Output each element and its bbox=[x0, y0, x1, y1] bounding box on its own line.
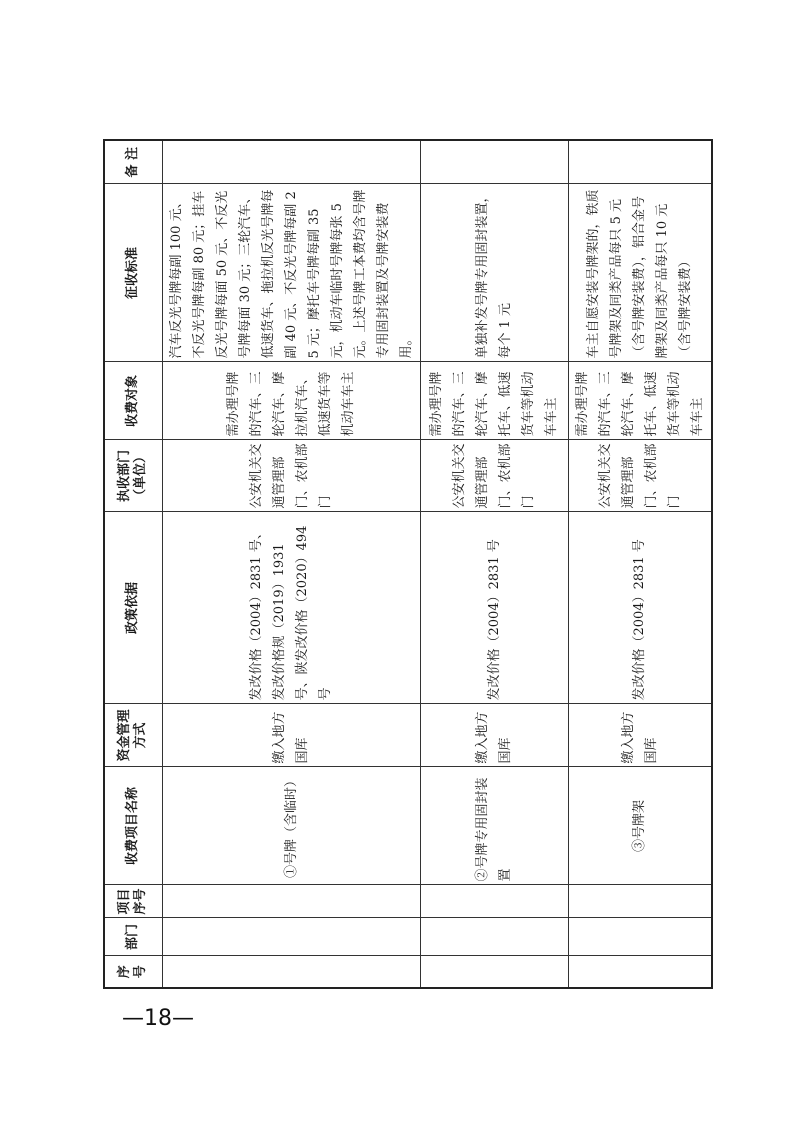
cell-remark bbox=[420, 140, 568, 184]
header-item-name: 收费项目名称 bbox=[104, 767, 162, 885]
table-header-row bbox=[104, 140, 162, 988]
cell-item-seq bbox=[420, 885, 568, 918]
cell-standard: 车主自愿安装号牌架的，铁质号牌架及同类产品每只 5 元（含号牌安装费），铝合金号牌架及同类产品每只 10 元（含号牌安装费） bbox=[568, 184, 712, 362]
cell-seq bbox=[162, 956, 420, 988]
header-fund-mgmt: 资金管理方式 bbox=[104, 704, 162, 767]
header-policy: 政策依据 bbox=[104, 512, 162, 704]
cell-target: 需办理号牌的汽车、三轮汽车、摩托车、低速货车等机动车车主 bbox=[420, 362, 568, 440]
cell-fund-mgmt: 缴入地方国库 bbox=[162, 704, 420, 767]
cell-target: 需办理号牌的汽车、三轮汽车、摩托车、低速货车等机动车车主 bbox=[568, 362, 712, 440]
table-row bbox=[162, 140, 420, 988]
table-row bbox=[568, 140, 712, 988]
header-seq: 序号 bbox=[104, 956, 162, 988]
cell-item-seq bbox=[162, 885, 420, 918]
cell-item-name: ②号牌专用固封装置 bbox=[420, 767, 568, 885]
cell-fund-mgmt: 缴入地方国库 bbox=[420, 704, 568, 767]
table-row bbox=[420, 140, 568, 988]
header-exec-dept: 执收部门（单位） bbox=[104, 440, 162, 512]
cell-item-seq bbox=[568, 885, 712, 918]
cell-exec-dept: 公安机关交通管理部门、农机部门 bbox=[420, 440, 568, 512]
cell-dept bbox=[162, 918, 420, 956]
cell-remark bbox=[162, 140, 420, 184]
cell-fund-mgmt: 缴入地方国库 bbox=[568, 704, 712, 767]
page-number: —18— bbox=[122, 1006, 194, 1031]
cell-policy: 发改价格（2004）2831 号 bbox=[420, 512, 568, 704]
cell-standard: 单独补发号牌专用固封装置，每个 1 元 bbox=[420, 184, 568, 362]
header-item-seq: 项目序号 bbox=[104, 885, 162, 918]
header-target: 收费对象 bbox=[104, 362, 162, 440]
cell-exec-dept: 公安机关交通管理部门、农机部门 bbox=[568, 440, 712, 512]
cell-remark bbox=[568, 140, 712, 184]
header-standard: 征收标准 bbox=[104, 184, 162, 362]
cell-policy: 发改价格（2004）2831 号 bbox=[568, 512, 712, 704]
header-dept: 部门 bbox=[104, 918, 162, 956]
rotated-fee-table-wrapper bbox=[103, 141, 705, 989]
cell-standard: 汽车反光号牌每副 100 元、不反光号牌每副 80 元；挂车反光号牌每面 50 元、不反光号牌每面 30 元；三轮汽车、低速货车、拖拉机反光号牌每副 40 元、不反光号牌每副 25 元；摩托车号牌每副 35 元，机动车临时号牌每张 5 元。上述号牌工本费均含号牌专用固封装置及号牌安装费用。 bbox=[162, 184, 420, 362]
cell-exec-dept: 公安机关交通管理部门、农机部门 bbox=[162, 440, 420, 512]
cell-item-name: ①号牌（含临时） bbox=[162, 767, 420, 885]
cell-target: 需办理号牌的汽车、三轮汽车、摩拉机汽车、低速货车等机动车车主 bbox=[162, 362, 420, 440]
cell-dept bbox=[420, 918, 568, 956]
cell-policy: 发改价格（2004）2831 号、发改价格规（2019）1931 号、陕发改价格（2020）494 号 bbox=[162, 512, 420, 704]
cell-dept bbox=[568, 918, 712, 956]
fee-table bbox=[103, 139, 713, 989]
cell-seq bbox=[420, 956, 568, 988]
header-remark: 备 注 bbox=[104, 140, 162, 184]
cell-item-name: ③号牌架 bbox=[568, 767, 712, 885]
cell-seq bbox=[568, 956, 712, 988]
